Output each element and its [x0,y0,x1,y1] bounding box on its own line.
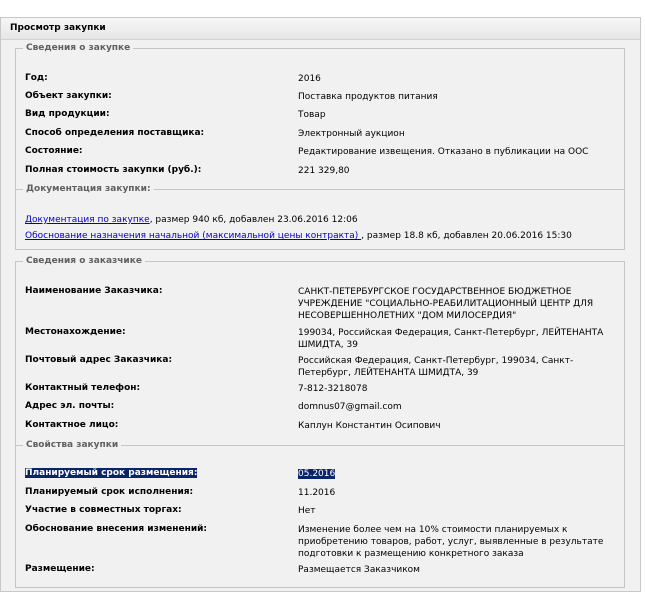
location-label: Местонахождение: [25,327,126,337]
execution-date-label: Планируемый срок исполнения: [25,487,194,497]
product-type-label: Вид продукции: [25,109,110,119]
location-value: 199034, Российская Федерация, Санкт-Петербург, ЛЕЙТЕНАНТА ШМИДТА, 39 [298,328,604,350]
year-value: 2016 [298,74,321,84]
phone-value: 7-812-3218078 [298,384,368,394]
postal-address-value: Российская Федерация, Санкт-Петербург, 199034, Санкт-Петербург, ЛЕЙТЕНАНТА ШМИДТА, 39 [298,356,574,378]
documentation-section [15,184,625,250]
object-value: Поставка продуктов питания [298,92,438,102]
cost-value: 221 329,80 [298,166,350,176]
placement-date-label [25,468,285,478]
email-value: domnus07@gmail.com [298,402,402,412]
change-reason-value: Изменение более чем на 10% стоимости планируемых к приобретению товаров, работ, услуг, выявленные в результате подготовки к размещению конкретного заказа [298,525,604,559]
purchase-info-legend: Сведения о закупке [26,43,131,53]
doc-item [25,231,572,241]
documentation-legend: Документация закупки: [26,184,151,194]
purchase-info-section [15,43,625,195]
object-label: Объект закупки: [25,91,112,101]
customer-info-legend: Сведения о заказчике [26,256,142,266]
doc-info: , размер 940 кб, добавлен 23.06.2016 12:06 [149,215,358,225]
contact-person-value: Каплун Константин Осипович [298,421,441,431]
price-justification-link[interactable]: Обоснование назначения начальной (максимальной цены контракта) [25,231,362,241]
purchase-view-window [0,17,641,592]
customer-info-section [15,256,625,447]
purchase-properties-legend: Свойства закупки [26,440,119,450]
product-type-value: Товар [298,110,326,120]
phone-label: Контактный телефон: [25,383,141,393]
postal-address-label: Почтовый адрес Заказчика: [25,355,173,365]
placement-date-label-text: Планируемый срок размещения: [25,468,198,478]
window-title: Просмотр закупки [1,18,640,40]
change-reason-label: Обоснование внесения изменений: [25,524,208,534]
cost-label: Полная стоимость закупки (руб.): [25,165,202,175]
state-label: Состояние: [25,146,83,156]
placement-date-value-text: 05.2016 [298,469,336,479]
customer-name-label: Наименование Заказчика: [25,286,163,296]
doc-item [25,215,358,225]
documentation-link[interactable]: Документация по закупке [25,215,150,225]
state-value: Редактирование извещения. Отказано в публикации на ООС [298,147,589,157]
method-value: Электронный аукцион [298,129,405,139]
year-label: Год: [25,73,48,83]
email-label: Адрес эл. почты: [25,401,115,411]
execution-date-value: 11.2016 [298,488,336,498]
placement-label: Размещение: [25,564,95,574]
doc-info: , размер 18.8 кб, добавлен 20.06.2016 15:30 [361,231,572,241]
purchase-properties-section [15,440,625,588]
contact-person-label: Контактное лицо: [25,420,119,430]
method-label: Способ определения поставщика: [25,128,205,138]
customer-name-value: САНКТ-ПЕТЕРБУРГСКОЕ ГОСУДАРСТВЕННОЕ БЮДЖЕТНОЕ УЧРЕЖДЕНИЕ "СОЦИАЛЬНО-РЕАБИЛИТАЦИОННЫЙ ЦЕНТР ДЛЯ НЕСОВЕРШЕННОЛЕТНИХ "ДОМ МИЛОСЕРДИЯ" [298,287,594,321]
placement-value: Размещается Заказчиком [298,565,420,575]
placement-date-value [298,468,618,480]
joint-trade-value: Нет [298,506,316,516]
joint-trade-label: Участие в совместных торгах: [25,505,182,515]
